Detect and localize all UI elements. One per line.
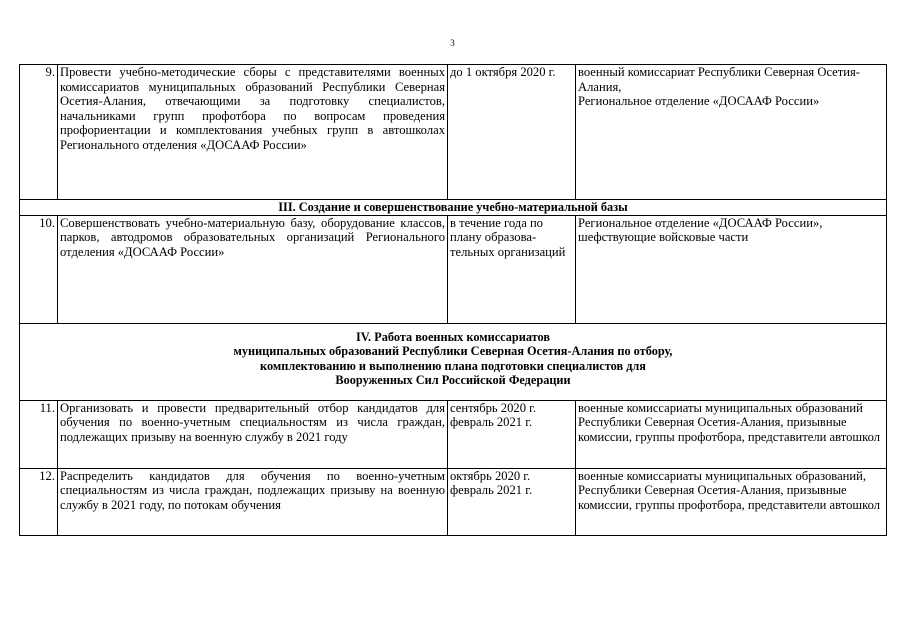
deadline-line: октябрь 2020 г. [450,468,531,483]
plan-table [19,64,887,536]
section-row [20,200,887,216]
section-heading-line: Вооруженных Сил Российской Федерации [335,373,571,388]
section-heading-line: комплектованию и выполнению плана подготовки специалистов для [260,358,646,373]
deadline-line: сентябрь 2020 г. [450,400,537,415]
section-heading: III. Создание и совершенствование учебно-материальной базы [20,200,887,216]
task-cell: Распределить кандидатов для обучения по военно-учетным специальностям из числа граждан, подлежащих призыву на военную службу в 2021 году, по потокам обучения [58,468,448,535]
row-number: 12. [20,468,58,535]
deadline-cell: в течение года по плану образова-тельных организаций [448,215,576,323]
deadline-cell: до 1 октября 2020 г. [448,65,576,200]
table-row [20,65,887,200]
task-cell: Совершенствовать учебно-материальную базу, оборудование классов, парков, автодромов образовательных организаций Регионального отделения «ДОСААФ России» [58,215,448,323]
deadline-cell [448,400,576,468]
responsible-cell: военные комиссариаты муниципальных образований Республики Северная Осетия-Алания, призывные комисcии, группы профотбора, представители автошкол [576,400,887,468]
table-row [20,468,887,535]
task-cell: Организовать и провести предварительный отбор кандидатов для обучения по военно-учетным специальностям из числа граждан, подлежащих призыву на военную службу в 2021 году [58,400,448,468]
responsible-line: Региональное отделение «ДОСААФ России» [578,94,820,109]
table-row [20,215,887,323]
section-heading [20,323,887,400]
task-cell: Провести учебно-методические сборы с представителями военных комиссариатов муниципальных образований Республики Северная Осетия-Алания, отвечающими за подготовку специалистов, начальниками групп профотбора по вопросам проведения профориентации и комплектования учебных групп в автошколах Регионального отделения «ДОСААФ России» [58,65,448,200]
deadline-line: февраль 2021 г. [450,483,533,498]
row-number: 10. [20,215,58,323]
table-row [20,400,887,468]
page-number: 3 [450,38,455,48]
section-heading-line: муниципальных образований Республики Северная Осетия-Алания по отбору, [233,344,673,359]
row-number: 9. [20,65,58,200]
responsible-cell [576,65,887,200]
deadline-cell [448,468,576,535]
responsible-line: военный комиссариат Республики Северная Осетия-Алания, [578,65,861,94]
deadline-line: февраль 2021 г. [450,415,533,430]
section-row [20,323,887,400]
row-number: 11. [20,400,58,468]
responsible-cell: Региональное отделение «ДОСААФ России», шефствующие войсковые части [576,215,887,323]
section-heading-line: IV. Работа военных комиссариатов [355,329,551,344]
responsible-cell: военные комиссариаты муниципальных образований, Республики Северная Осетия-Алания, призывные комисcии, группы профотбора, представители автошкол [576,468,887,535]
